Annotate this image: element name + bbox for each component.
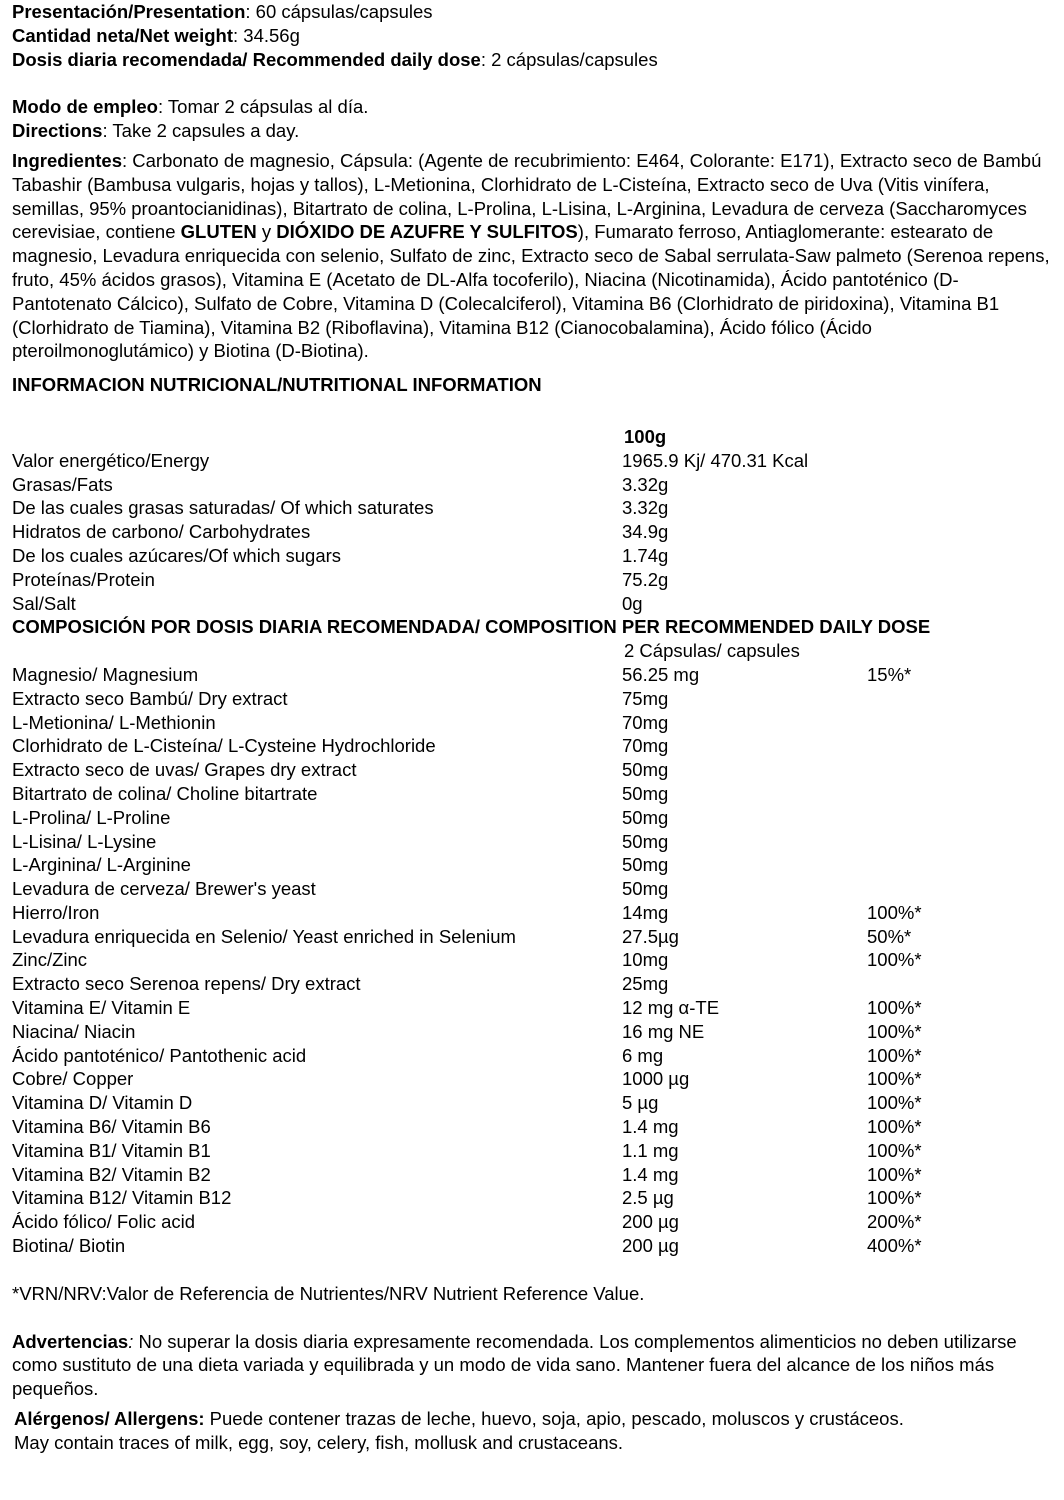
nutrient-value: 1.74g xyxy=(622,544,669,566)
component-nrv: 100%* xyxy=(867,1116,922,1138)
mode-of-use-line xyxy=(12,95,1052,119)
component-name: L-Prolina/ L-Proline xyxy=(12,806,171,828)
composition-row xyxy=(12,1044,1052,1068)
nutrition-row xyxy=(12,449,1052,473)
composition-row xyxy=(12,877,1052,901)
component-name: Hierro/Iron xyxy=(12,901,100,923)
component-amount: 12 mg α-TE xyxy=(622,997,720,1019)
component-amount: 1.1 mg xyxy=(622,1139,679,1161)
directions-value: : Take 2 capsules a day. xyxy=(102,120,300,142)
component-amount: 50mg xyxy=(622,782,669,804)
component-nrv xyxy=(867,830,987,854)
composition-row xyxy=(12,782,1052,806)
component-name: Levadura enriquecida en Selenio/ Yeast enriched in Selenium xyxy=(12,925,516,947)
composition-row xyxy=(12,996,1052,1020)
composition-row xyxy=(12,1067,1052,1091)
ingredients-paragraph xyxy=(12,149,1052,363)
nutrition-table xyxy=(12,449,1052,616)
composition-row xyxy=(12,901,1052,925)
label-document xyxy=(12,0,1052,1455)
composition-row xyxy=(12,734,1052,758)
nutrient-value: 0g xyxy=(622,592,643,614)
component-amount: 200 µg xyxy=(622,1211,679,1233)
ingredients-gluten: GLUTEN xyxy=(180,221,257,243)
composition-row xyxy=(12,853,1052,877)
component-amount: 1.4 mg xyxy=(622,1163,679,1185)
component-nrv: 100%* xyxy=(867,1044,922,1066)
daily-dose-value: : 2 cápsulas/capsules xyxy=(480,48,658,70)
presentation-value: : 60 cápsulas/capsules xyxy=(245,1,433,22)
nutrition-row xyxy=(12,592,1052,616)
component-nrv: 100%* xyxy=(867,1163,922,1185)
component-name: Clorhidrato de L-Cisteína/ L-Cysteine Hydrochloride xyxy=(12,735,436,757)
component-nrv: 400%* xyxy=(867,1235,922,1257)
component-name: L-Arginina/ L-Arginine xyxy=(12,854,191,876)
nutrient-name: Hidratos de carbono/ Carbohydrates xyxy=(12,521,311,543)
nutrient-name: De los cuales azúcares/Of which sugars xyxy=(12,544,342,566)
nutrient-value: 34.9g xyxy=(622,521,669,543)
component-name: Extracto seco Bambú/ Dry extract xyxy=(12,687,288,709)
component-name: Vitamina D/ Vitamin D xyxy=(12,1092,193,1114)
component-name: Vitamina B12/ Vitamin B12 xyxy=(12,1187,232,1209)
warnings-paragraph xyxy=(12,1330,1052,1401)
composition-row xyxy=(12,758,1052,782)
component-name: Niacina/ Niacin xyxy=(12,1020,136,1042)
composition-row xyxy=(12,925,1052,949)
composition-row xyxy=(12,948,1052,972)
composition-row xyxy=(12,1020,1052,1044)
component-name: Bitartrato de colina/ Choline bitartrate xyxy=(12,782,318,804)
nutrient-name: Proteínas/Protein xyxy=(12,568,155,590)
component-nrv: 100%* xyxy=(867,1068,922,1090)
ingredients-text-3: ), Fumarato ferroso, Antiaglomerante: estearato de magnesio, Levadura enriquecida con selenio, Sulfato de zinc, Extracto seco de Sabal serrulata-Saw palmeto (Serenoa repens, fruto, 45% ácidos grasos), Vitamina E (Acetato de DL-Alfa tocoferilo), Niacina (Nicotinamida), Ácido pantoténico (D-Pantotenato Cálcico), Sulfato de Cobre, Vitamina D (Colecalciferol), Vitamina B6 (Clorhidrato de piridoxina), Vitamina B1 (Clorhidrato de Tiamina), Vitamina B2 (Riboflavina), Vitamina B12 (Cianocobalamina), Ácido fólico (Ácido pteroilmonoglutámico) y Biotina (D-Biotina). xyxy=(12,221,1050,362)
component-name: Cobre/ Copper xyxy=(12,1068,134,1090)
directions-label: Directions xyxy=(12,120,103,142)
warnings-label: Advertencias xyxy=(12,1330,129,1352)
allergens-label: Alérgenos/ Allergens: xyxy=(14,1408,205,1430)
component-nrv: 100%* xyxy=(867,949,922,971)
component-name: Extracto seco de uvas/ Grapes dry extract xyxy=(12,759,357,781)
composition-column-header: 2 Cápsulas/ capsules xyxy=(624,640,800,662)
component-amount: 27.5µg xyxy=(622,925,679,947)
component-name: Vitamina B1/ Vitamin B1 xyxy=(12,1139,211,1161)
component-nrv xyxy=(867,734,987,758)
component-amount: 10mg xyxy=(622,949,669,971)
component-amount: 2.5 µg xyxy=(622,1187,674,1209)
component-amount: 50mg xyxy=(622,830,669,852)
component-amount: 25mg xyxy=(622,973,669,995)
nutrition-row xyxy=(12,473,1052,497)
component-nrv: 50%* xyxy=(867,925,912,947)
component-nrv xyxy=(867,687,987,711)
composition-row xyxy=(12,1115,1052,1139)
component-amount: 70mg xyxy=(622,711,669,733)
nutrition-title: INFORMACION NUTRICIONAL/NUTRITIONAL INFORMATION xyxy=(12,374,542,396)
nutrition-row xyxy=(12,496,1052,520)
composition-title: COMPOSICIÓN POR DOSIS DIARIA RECOMENDADA/ COMPOSITION PER RECOMMENDED DAILY DOSE xyxy=(12,616,931,638)
component-name: Vitamina B2/ Vitamin B2 xyxy=(12,1163,211,1185)
component-nrv: 100%* xyxy=(867,901,922,923)
composition-row xyxy=(12,1210,1052,1234)
component-amount: 75mg xyxy=(622,687,669,709)
warnings-colon: : xyxy=(128,1330,134,1352)
allergens-line xyxy=(12,1407,1052,1431)
daily-dose-label: Dosis diaria recomendada/ Recommended daily dose xyxy=(12,48,481,70)
component-nrv: 200%* xyxy=(867,1211,922,1233)
composition-row xyxy=(12,830,1052,854)
component-nrv: 100%* xyxy=(867,1139,922,1161)
component-amount: 50mg xyxy=(622,878,669,900)
nutrient-value: 3.32g xyxy=(622,497,669,519)
component-nrv: 100%* xyxy=(867,1187,922,1209)
component-name: Ácido pantoténico/ Pantothenic acid xyxy=(12,1044,307,1066)
component-nrv: 15%* xyxy=(867,663,912,685)
composition-row xyxy=(12,711,1052,735)
composition-row xyxy=(12,1186,1052,1210)
ingredients-text-2: y xyxy=(256,221,277,243)
component-amount: 16 mg NE xyxy=(622,1020,705,1042)
composition-row xyxy=(12,972,1052,996)
component-name: Levadura de cerveza/ Brewer's yeast xyxy=(12,878,316,900)
component-amount: 50mg xyxy=(622,759,669,781)
nutrition-row xyxy=(12,520,1052,544)
composition-row xyxy=(12,1163,1052,1187)
net-weight-value: : 34.56g xyxy=(233,24,300,46)
component-amount: 200 µg xyxy=(622,1235,679,1257)
component-amount: 56.25 mg xyxy=(622,663,700,685)
component-nrv: 100%* xyxy=(867,1020,922,1042)
component-name: L-Lisina/ L-Lysine xyxy=(12,830,157,852)
component-nrv xyxy=(867,806,987,830)
presentation-label: Presentación/Presentation xyxy=(12,1,246,22)
component-amount: 6 mg xyxy=(622,1044,664,1066)
nutrition-column-header: 100g xyxy=(624,425,667,447)
nutrition-row xyxy=(12,568,1052,592)
composition-row xyxy=(12,663,1052,687)
warnings-text: No superar la dosis diaria expresamente recomendada. Los complementos alimenticios no deben utilizarse como sustituto de una dieta variada y equilibrada y un modo de vida sano. Mantener fuera del alcance de los niños más pequeños. xyxy=(12,1330,1017,1400)
component-amount: 70mg xyxy=(622,735,669,757)
mode-of-use-label: Modo de empleo xyxy=(12,96,158,118)
component-nrv xyxy=(867,972,987,996)
component-name: Zinc/Zinc xyxy=(12,949,88,971)
directions-line xyxy=(12,119,1052,143)
composition-row xyxy=(12,1234,1052,1258)
component-name: Ácido fólico/ Folic acid xyxy=(12,1211,196,1233)
composition-row xyxy=(12,1139,1052,1163)
component-nrv xyxy=(867,853,987,877)
component-amount: 1000 µg xyxy=(622,1068,690,1090)
component-nrv: 100%* xyxy=(867,997,922,1019)
component-name: Extracto seco Serenoa repens/ Dry extract xyxy=(12,973,361,995)
allergens-text-es: Puede contener trazas de leche, huevo, soja, apio, pescado, moluscos y crustáceos. xyxy=(204,1408,904,1430)
component-amount: 50mg xyxy=(622,806,669,828)
allergens-text-en: May contain traces of milk, egg, soy, celery, fish, mollusk and crustaceans. xyxy=(14,1431,624,1453)
nutrient-name: Valor energético/Energy xyxy=(12,449,210,471)
component-amount: 50mg xyxy=(622,854,669,876)
component-nrv xyxy=(867,758,987,782)
component-name: Vitamina B6/ Vitamin B6 xyxy=(12,1116,211,1138)
nutrient-name: Grasas/Fats xyxy=(12,473,113,495)
component-name: Magnesio/ Magnesium xyxy=(12,663,199,685)
component-nrv xyxy=(867,782,987,806)
nutrition-row xyxy=(12,544,1052,568)
component-amount: 1.4 mg xyxy=(622,1116,679,1138)
net-weight-label: Cantidad neta/Net weight xyxy=(12,24,233,46)
component-nrv xyxy=(867,877,987,901)
component-name: Vitamina E/ Vitamin E xyxy=(12,997,191,1019)
nutrient-value: 75.2g xyxy=(622,568,669,590)
nrv-footnote: *VRN/NRV:Valor de Referencia de Nutrientes/NRV Nutrient Reference Value. xyxy=(12,1282,645,1304)
ingredients-label: Ingredientes xyxy=(12,149,122,171)
nutrient-value: 1965.9 Kj/ 470.31 Kcal xyxy=(622,449,809,471)
nutrient-name: Sal/Salt xyxy=(12,592,76,614)
component-amount: 5 µg xyxy=(622,1092,659,1114)
component-name: L-Metionina/ L-Methionin xyxy=(12,711,216,733)
component-nrv: 100%* xyxy=(867,1092,922,1114)
composition-table xyxy=(12,663,1052,1258)
component-name: Biotina/ Biotin xyxy=(12,1235,126,1257)
daily-dose-line xyxy=(12,48,1052,72)
nutrient-value: 3.32g xyxy=(622,473,669,495)
mode-of-use-value: : Tomar 2 cápsulas al día. xyxy=(157,96,369,118)
composition-row xyxy=(12,687,1052,711)
component-nrv xyxy=(867,711,987,735)
nutrient-name: De las cuales grasas saturadas/ Of which saturates xyxy=(12,497,434,519)
composition-row xyxy=(12,1091,1052,1115)
component-amount: 14mg xyxy=(622,901,669,923)
ingredients-sulfites: DIÓXIDO DE AZUFRE Y SULFITOS xyxy=(276,221,578,243)
presentation-line xyxy=(12,0,1052,24)
net-weight-line xyxy=(12,24,1052,48)
composition-row xyxy=(12,806,1052,830)
ingredients-text-1: : Carbonato de magnesio, Cápsula: (Agente de recubrimiento: E464, Colorante: E171), Extracto seco de Bambú Tabashir (Bambusa vulgaris, hojas y tallos), L-Metionina, Clorhidrato de L-Cisteína, Extracto seco de Uva (Vitis vinífera, semillas, 95% proantocianidinas), Bitartrato de colina, L-Prolina, L-Lisina, L-Arginina, Levadura de cerveza (Saccharomyces cerevisiae, contiene xyxy=(12,149,1042,243)
